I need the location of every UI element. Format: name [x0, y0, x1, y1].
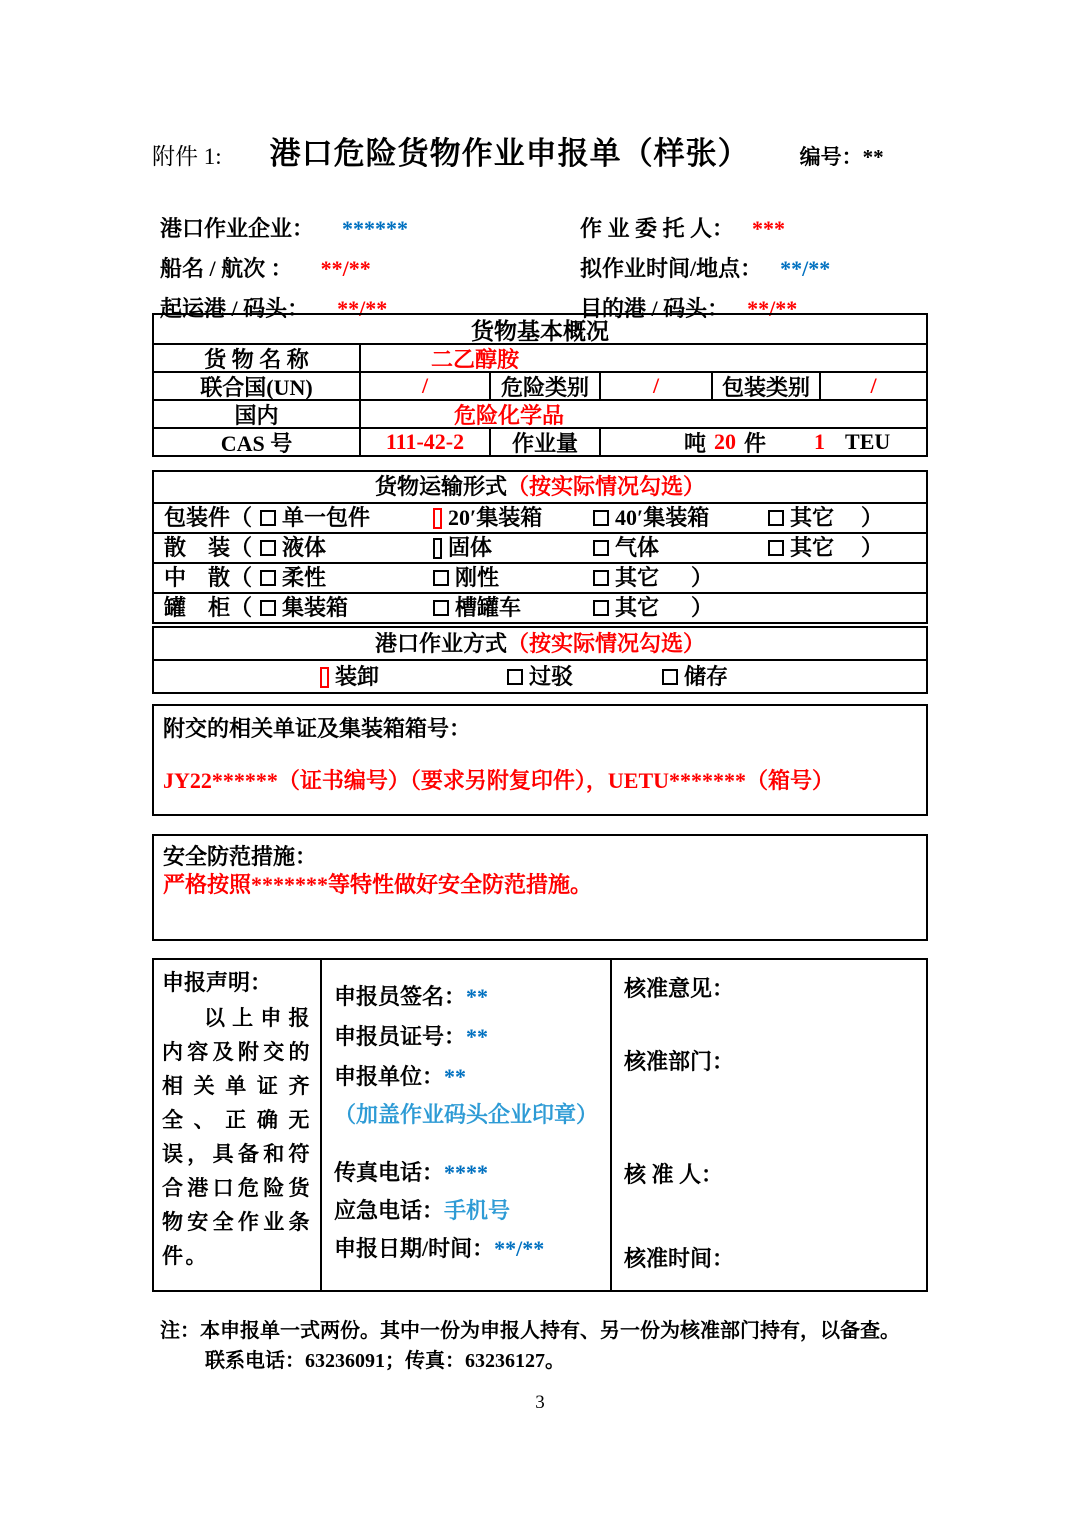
field-declaring-unit — [334, 1060, 466, 1091]
table-row — [154, 399, 926, 427]
row-close-paren: ） — [691, 565, 714, 590]
option-label: 其它 — [790, 505, 835, 530]
declarant-info-cell — [322, 960, 612, 1290]
checkbox-icon — [593, 600, 609, 616]
option-label: 槽罐车 — [455, 595, 522, 620]
transport-row-tank — [154, 592, 926, 622]
field-value: ** — [466, 984, 489, 1009]
document-header — [152, 128, 942, 173]
checkbox-icon — [260, 600, 276, 616]
field-label: 目的港 / 码头： — [580, 296, 730, 321]
field-value: **/** — [494, 1236, 545, 1261]
footer-line-2: 联系电话：63236091；传真：63236127。 — [205, 1350, 565, 1372]
qty-teu: 1 — [814, 429, 826, 454]
safety-measures-label: 安全防范措施： — [163, 844, 318, 869]
field-approval-opinion: 核准意见： — [624, 976, 735, 1001]
option-other — [593, 594, 659, 622]
doc-number-value: ** — [862, 145, 884, 169]
doc-number-label: 编号： — [799, 145, 863, 169]
field-label: 起运港 / 码头： — [160, 296, 310, 321]
field-declaration-datetime — [334, 1232, 544, 1263]
field-label: 传真电话： — [334, 1160, 445, 1185]
checkbox-icon — [662, 669, 678, 685]
option-20ft-container — [433, 504, 542, 532]
checkbox-icon — [593, 540, 609, 556]
transport-row-bulk — [154, 532, 926, 562]
note-prefix: 注： — [160, 1320, 200, 1342]
field-approval-department: 核准部门： — [624, 1049, 735, 1074]
option-label: 液体 — [282, 535, 327, 560]
field-port-enterprise — [160, 212, 408, 243]
operation-options-row — [154, 659, 926, 692]
approval-cell — [612, 960, 926, 1290]
declaration-table — [152, 958, 928, 1292]
row-close-paren: ） — [861, 535, 884, 560]
domestic-label: 国内 — [234, 402, 279, 428]
row-label: 散 装（ — [164, 535, 253, 560]
declaration-statement-cell — [154, 960, 322, 1290]
packing-group-value: / — [819, 373, 926, 399]
checkbox-icon — [260, 570, 276, 586]
table-header-row — [154, 628, 926, 659]
checkbox-icon — [433, 570, 449, 586]
row-close-paren: ） — [861, 505, 884, 530]
table-title-note: （按实际情况勾选） — [507, 631, 706, 656]
qty-pieces: 20 — [714, 429, 737, 454]
field-approver: 核 准 人： — [624, 1162, 724, 1187]
table-header-row — [154, 315, 926, 343]
domestic-value: 危险化学品 — [359, 401, 926, 427]
option-label: 固体 — [448, 535, 493, 560]
field-declarant-cert-no — [334, 1020, 488, 1051]
table-header-row — [154, 472, 926, 502]
attachment-label: 附件 1: — [152, 144, 222, 169]
field-value: **/** — [780, 256, 831, 281]
row-label: 包装件（ — [164, 505, 253, 530]
transport-row-intermediate-bulk — [154, 562, 926, 592]
qty-pieces-unit: 件 — [744, 430, 767, 456]
table-row — [154, 371, 926, 399]
field-label: 申报员签名： — [334, 984, 467, 1009]
field-value: ** — [444, 1064, 467, 1089]
hazard-class-label: 危险类别 — [489, 373, 599, 399]
hazard-class-value: / — [599, 373, 711, 399]
option-load-unload — [320, 661, 379, 692]
checkbox-icon — [768, 540, 784, 556]
transport-row-package — [154, 502, 926, 532]
option-40ft-container — [593, 504, 709, 532]
option-tank-container — [260, 594, 348, 622]
un-label: 联合国(UN) — [200, 374, 313, 400]
cargo-info-table — [152, 313, 928, 457]
checkbox-icon — [260, 510, 276, 526]
field-label: 申报日期/时间： — [334, 1236, 495, 1261]
row-close-paren: ） — [691, 595, 714, 620]
field-label: 作 业 委 托 人： — [580, 216, 735, 241]
info-row — [152, 246, 952, 286]
transport-form-table — [152, 470, 928, 624]
attached-documents-label: 附交的相关单证及集装箱箱号： — [163, 716, 472, 741]
option-label: 柔性 — [282, 565, 327, 590]
safety-measures-box — [152, 834, 928, 941]
option-single-package — [260, 504, 370, 532]
table-row — [154, 343, 926, 371]
field-value: *** — [752, 216, 786, 241]
shipment-info — [152, 206, 952, 326]
table-title-note: （按实际情况勾选） — [507, 474, 706, 499]
operation-mode-table — [152, 626, 928, 694]
option-gas — [593, 534, 659, 562]
footer-line-1 — [160, 1316, 950, 1346]
field-emergency-phone — [334, 1194, 510, 1225]
option-tank-truck — [433, 594, 521, 622]
field-declarant-signature — [334, 980, 488, 1011]
option-label: 20′集装箱 — [448, 505, 543, 530]
option-label: 储存 — [684, 664, 729, 689]
table-title: 货物运输形式 — [374, 474, 507, 499]
field-value: 手机号 — [444, 1198, 511, 1223]
checkbox-icon — [507, 669, 523, 685]
attached-documents-box — [152, 704, 928, 816]
checkbox-checked-icon — [320, 667, 329, 688]
option-label: 气体 — [615, 535, 660, 560]
checkbox-narrow-icon — [433, 538, 442, 559]
field-approval-time: 核准时间： — [624, 1246, 735, 1271]
option-solid — [433, 534, 492, 562]
field-value: **/** — [747, 296, 798, 321]
qty-teu-unit: TEU — [845, 429, 891, 454]
field-vessel-voyage — [160, 252, 371, 283]
field-value: ****** — [342, 216, 409, 241]
doc-number — [800, 141, 884, 171]
field-value: ** — [466, 1024, 489, 1049]
cas-value: 111-42-2 — [359, 429, 489, 455]
option-rigid — [433, 564, 499, 592]
option-label: 其它 — [615, 595, 660, 620]
note-text: 本申报单一式两份。其中一份为申报人持有、另一份为核准部门持有，以备查。 — [200, 1320, 900, 1342]
safety-measures-value: 严格按照*******等特性做好安全防范措施。 — [163, 872, 593, 897]
option-label: 装卸 — [335, 664, 380, 689]
cargo-name-label: 货 物 名 称 — [204, 346, 309, 372]
row-label: 中 散（ — [164, 565, 253, 590]
field-label: 船名 / 航次 ： — [160, 256, 293, 281]
footer-note — [160, 1316, 950, 1376]
field-label: 拟作业时间/地点： — [580, 256, 763, 281]
checkbox-icon — [260, 540, 276, 556]
declaration-body: 以上申报内容及附交的相关单证齐全、正确无误，具备和符合港口危险货物安全作业条件。 — [162, 1006, 312, 1268]
field-planned-time-place — [580, 252, 830, 283]
checkbox-icon — [768, 510, 784, 526]
checkbox-icon — [593, 510, 609, 526]
info-row — [152, 206, 952, 246]
quantity-label: 作业量 — [489, 429, 599, 455]
company-seal-note: （加盖作业码头企业印章） — [334, 1102, 599, 1127]
field-label: 港口作业企业： — [160, 216, 315, 241]
option-flexible — [260, 564, 326, 592]
option-transshipment — [507, 661, 573, 692]
declaration-title: 申报声明： — [162, 970, 273, 995]
checkbox-icon — [593, 570, 609, 586]
option-label: 其它 — [790, 535, 835, 560]
packing-group-label: 包装类别 — [711, 373, 819, 399]
field-label: 申报单位： — [334, 1064, 445, 1089]
quantity-value — [599, 429, 926, 455]
table-row — [154, 427, 926, 455]
option-other — [768, 534, 834, 562]
un-value: / — [359, 373, 489, 399]
table-title: 货物基本概况 — [471, 318, 609, 344]
table-title: 港口作业方式 — [374, 631, 507, 656]
option-label: 集装箱 — [282, 595, 349, 620]
attached-documents-value: JY22******（证书编号）（要求另附复印件），UETU*******（箱号） — [163, 768, 835, 793]
field-label: 申报员证号： — [334, 1024, 467, 1049]
option-liquid — [260, 534, 326, 562]
option-label: 过驳 — [529, 664, 574, 689]
cargo-name-value: 二乙醇胺 — [359, 345, 926, 371]
option-other — [768, 504, 834, 532]
field-label: 应急电话： — [334, 1198, 445, 1223]
cas-label: CAS 号 — [220, 430, 293, 456]
option-other — [593, 564, 659, 592]
option-storage — [662, 661, 728, 692]
field-value: **/** — [320, 256, 371, 281]
checkbox-icon — [433, 600, 449, 616]
field-fax-number — [334, 1156, 488, 1187]
page-title: 港口危险货物作业申报单（样张） — [269, 136, 750, 171]
option-label: 其它 — [615, 565, 660, 590]
qty-ton-unit: 吨 — [684, 430, 707, 456]
option-label: 单一包件 — [282, 505, 371, 530]
field-value: **/** — [337, 296, 388, 321]
page-number: 3 — [535, 1392, 545, 1413]
checkbox-checked-icon — [433, 508, 442, 529]
field-client — [580, 212, 785, 243]
option-label: 刚性 — [455, 565, 500, 590]
option-label: 40′集装箱 — [615, 505, 710, 530]
field-value: **** — [444, 1160, 489, 1185]
row-label: 罐 柜（ — [164, 595, 253, 620]
